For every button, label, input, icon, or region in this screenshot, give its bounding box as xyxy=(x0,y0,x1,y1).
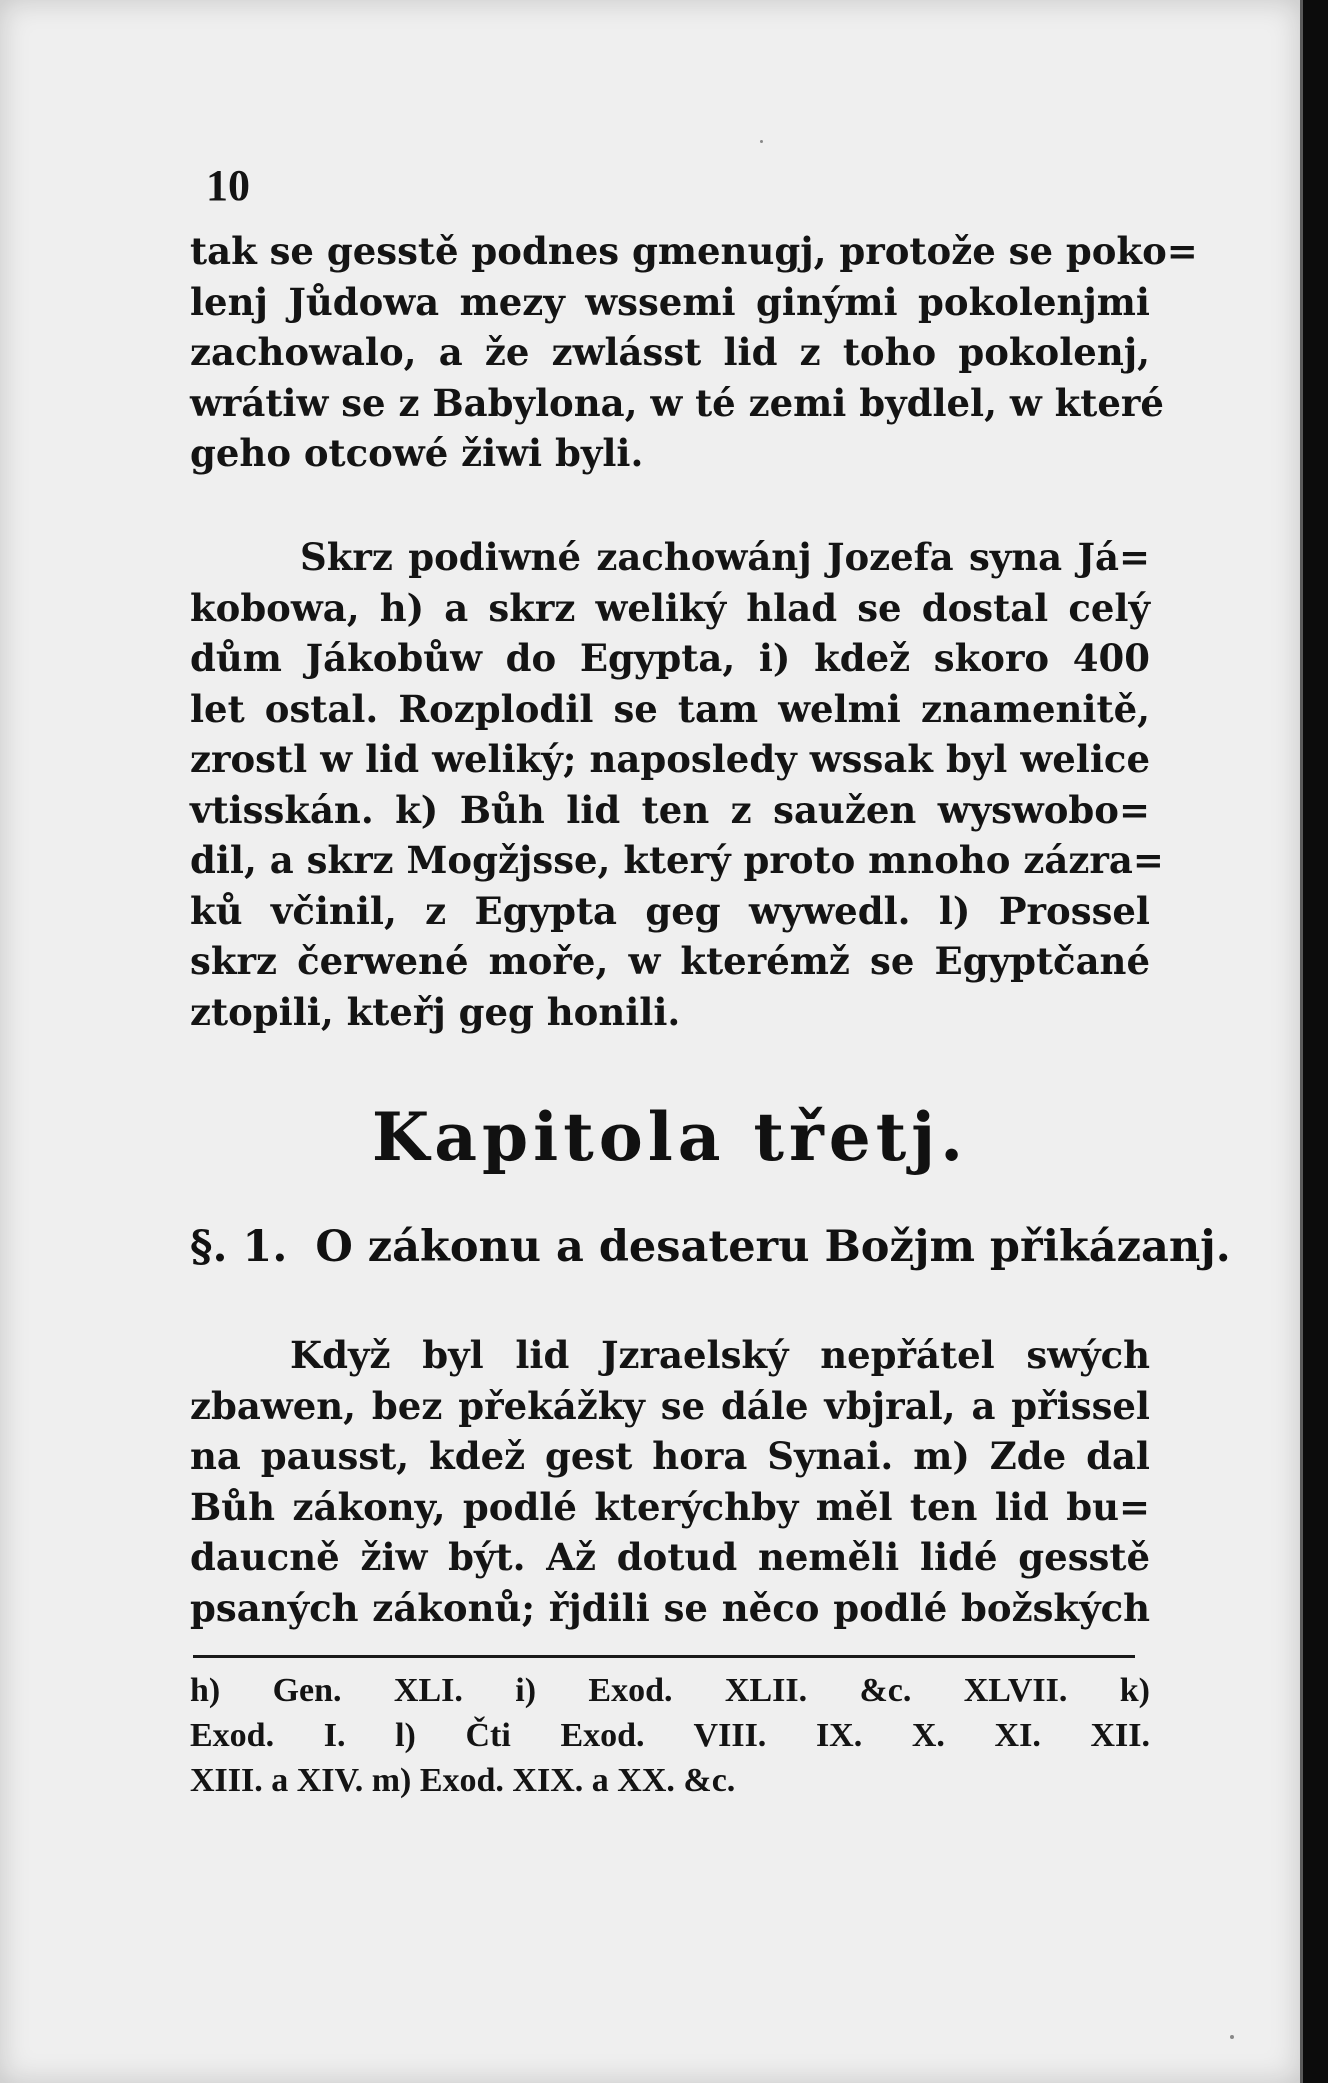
section-heading xyxy=(190,1222,1231,1272)
paragraph-line: skrz čerwené moře, w kterémž se Egyptčané xyxy=(190,939,1150,983)
paragraph-line: Bůh zákony, podlé kterýchby měl ten lid bu= xyxy=(190,1484,1150,1529)
paragraph-line: na pausst, kdež gest hora Synai. m) Zde dal xyxy=(190,1434,1150,1478)
paragraph-2 xyxy=(190,532,1164,1037)
footnote-line: Exod. I. l) Čti Exod. VIII. IX. X. XI. XII. xyxy=(190,1717,1150,1754)
paper-speck xyxy=(1230,2035,1234,2039)
paragraph-line: wrátiw se z Babylona, w té zemi bydlel, w které xyxy=(190,380,1164,425)
paragraph-line: zrostl w lid weliký; naposledy wssak byl welice xyxy=(190,737,1150,781)
paragraph-line: ků včinil, z Egypta geg wywedl. l) Prossel xyxy=(190,888,1150,933)
section-title: O zákonu a desateru Božjm přikázanj. xyxy=(315,1222,1231,1272)
section-mark: §. 1. xyxy=(190,1222,288,1272)
paragraph-line: dil, a skrz Mogžjsse, který proto mnoho zázra= xyxy=(190,838,1164,882)
page-number: 10 xyxy=(206,161,250,210)
paragraph-line: zbawen, bez překážky se dále vbjral, a přissel xyxy=(190,1383,1150,1428)
paragraph-line: geho otcowé žiwi byli. xyxy=(190,431,644,475)
paper-speck xyxy=(760,140,763,143)
chapter-title: Kapitola třetj. xyxy=(371,1098,969,1176)
paragraph-1 xyxy=(190,226,1198,479)
paragraph-line: zachowalo, a že zwlásst lid z toho pokolenj, xyxy=(190,330,1150,374)
paragraph-line: Skrz podiwné zachowánj Jozefa syna Já= xyxy=(300,535,1150,579)
paragraph-line: ztopili, kteřj geg honili. xyxy=(190,989,681,1034)
paragraph-line: kobowa, h) a skrz weliký hlad se dostal celý xyxy=(190,585,1150,630)
paragraph-line: Když byl lid Jzraelský nepřátel swých xyxy=(290,1333,1150,1377)
paragraph-line: dauсně žiw být. Až dotud neměli lidé gesstě xyxy=(190,1535,1150,1579)
paragraph-line: let ostal. Rozplodil se tam welmi znamenitě, xyxy=(190,686,1150,731)
paragraph-line: tak se gesstě podnes gmenugj, protože se poko= xyxy=(190,229,1198,273)
paragraph-line: dům Jákobůw do Egypta, i) kdež skoro 400 xyxy=(190,636,1150,680)
footnotes xyxy=(190,1668,1150,1803)
footnote-line: h) Gen. XLI. i) Exod. XLII. &c. XLVII. k) xyxy=(190,1672,1150,1709)
paragraph-3 xyxy=(190,1330,1150,1633)
footnote-divider xyxy=(193,1655,1135,1658)
paragraph-line: lenj Jůdowa mezy wssemi ginými pokolenjmi xyxy=(190,279,1150,324)
footnote-line: XIII. a XIV. m) Exod. XIX. a XX. &c. xyxy=(190,1762,736,1799)
paragraph-line: vtisskán. k) Bůh lid ten z saužen wyswobo= xyxy=(190,787,1150,832)
paragraph-line: psaných zákonů; řjdili se něco podlé božských xyxy=(190,1585,1150,1630)
